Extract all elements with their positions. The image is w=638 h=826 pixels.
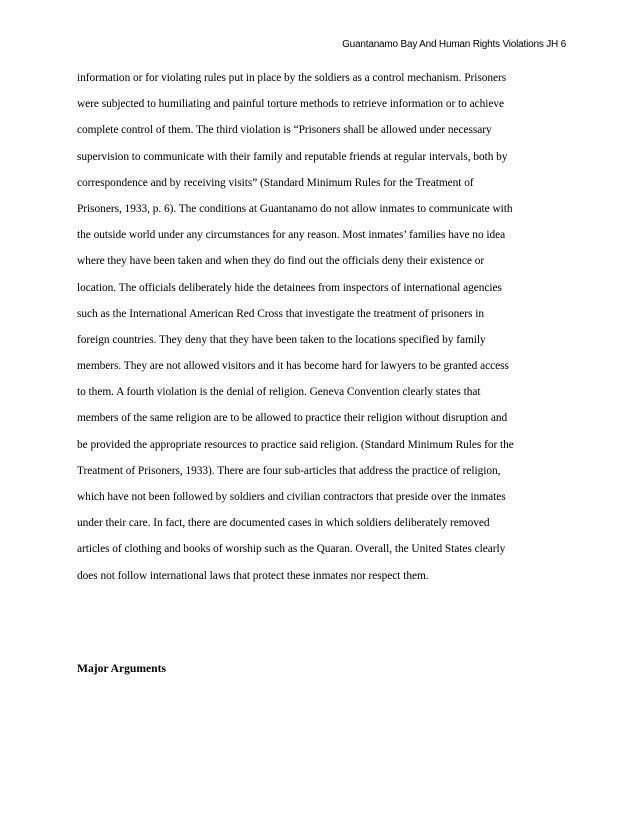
paragraph-line: were subjected to humiliating and painful torture methods to retrieve information or to achieve [77, 98, 505, 111]
paragraph-line: which have not been followed by soldiers and civilian contractors that preside over the inmates [77, 491, 506, 503]
paragraph-line: such as the International American Red Cross that investigate the treatment of prisoners in [77, 307, 484, 320]
paragraph-line: Prisoners, 1933, p. 6). The conditions at Guantanamo do not allow inmates to communicate with [77, 202, 513, 215]
paragraph-line: articles of clothing and books of worship such as the Quaran. Overall, the United States clearly [77, 543, 506, 556]
body-paragraph [77, 65, 567, 589]
running-head-title: Guantanamo Bay And Human Rights Violations [342, 39, 544, 50]
paragraph-line: members of the same religion are to be allowed to practice their religion without disruption and [77, 412, 508, 425]
paragraph-line: correspondence and by receiving visits” (Standard Minimum Rules for the Treatment of [77, 176, 474, 189]
paragraph-line: members. They are not allowed visitors and it has become hard for lawyers to be granted access [77, 360, 509, 373]
paragraph-line: foreign countries. They deny that they have been taken to the locations specified by family [77, 333, 486, 346]
paragraph-line: where they have been taken and when they do find out the officials deny their existence or [77, 255, 485, 268]
paragraph-line: complete control of them. The third violation is “Prisoners shall be allowed under necessary [77, 124, 492, 137]
paragraph-line: information or for violating rules put in place by the soldiers as a control mechanism. Prisoners [77, 72, 507, 84]
paragraph-line: location. The officials deliberately hide the detainees from inspectors of international agencies [77, 281, 502, 294]
paragraph-line: under their care. In fact, there are documented cases in which soldiers deliberately removed [77, 517, 490, 530]
paragraph-line: supervision to communicate with their family and reputable friends at regular intervals, both by [77, 150, 508, 163]
paragraph-line: be provided the appropriate resources to practice said religion. (Standard Minimum Rules for the [77, 438, 514, 451]
paragraph-line: the outside world under any circumstances for any reason. Most inmates’ families have no idea [77, 229, 506, 242]
paragraph-line: Treatment of Prisoners, 1933). There are four sub-articles that address the practice of religion, [77, 464, 501, 477]
section-heading: Major Arguments [77, 662, 166, 675]
paragraph-line: does not follow international laws that protect these inmates nor respect them. [77, 569, 429, 582]
paragraph-line: to them. A fourth violation is the denial of religion. Geneva Convention clearly states that [77, 386, 481, 399]
running-header [342, 39, 566, 50]
page-number: JH 6 [546, 39, 566, 50]
